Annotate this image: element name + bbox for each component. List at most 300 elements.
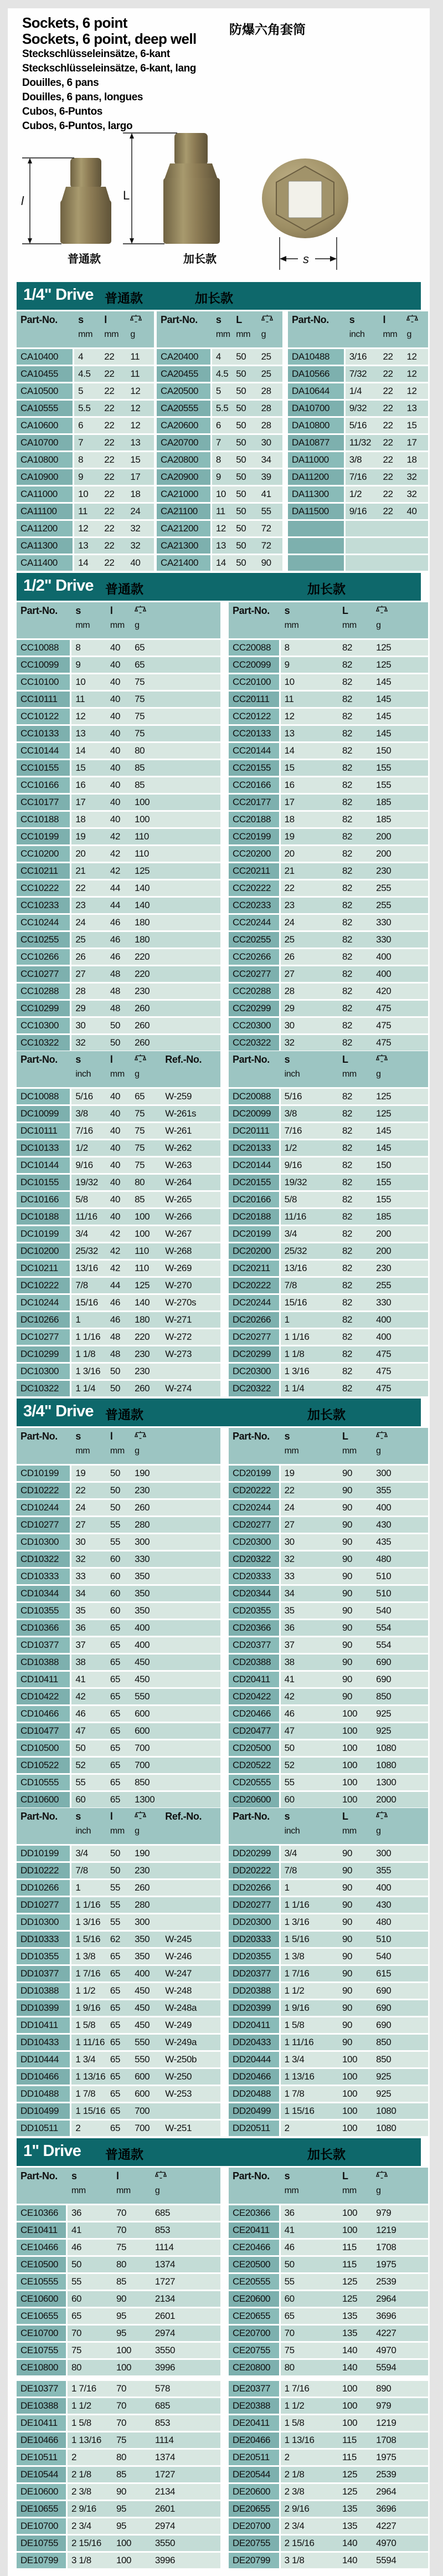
- part-no-cell: DA10800: [288, 418, 346, 433]
- value-cell: 46: [71, 1706, 106, 1722]
- value-cell: 15/16: [71, 1295, 106, 1310]
- table-row: [229, 726, 428, 741]
- table-row: [229, 1500, 428, 1515]
- value-cell: 27: [71, 1517, 106, 1533]
- column-label: s: [284, 1431, 290, 1442]
- value-cell: 10: [281, 674, 338, 690]
- value-cell: 100: [338, 2415, 372, 2431]
- value-cell: 125: [338, 2484, 372, 2500]
- value-cell: 1 3/16: [71, 1364, 106, 1379]
- value-cell: 355: [372, 1483, 428, 1498]
- value-cell: 30: [281, 1534, 338, 1550]
- value-cell: 100: [338, 2398, 372, 2414]
- value-cell: 450: [131, 2017, 161, 2033]
- part-no-cell: DC20133: [229, 1140, 281, 1156]
- table-row: [17, 1949, 220, 1964]
- value-cell: 10: [212, 486, 232, 502]
- value-cell: 400: [372, 966, 428, 982]
- value-cell: 853: [151, 2415, 220, 2431]
- caption-standard: 普通款: [68, 253, 101, 265]
- table-row: [229, 1346, 428, 1362]
- column-label: l: [110, 1811, 113, 1822]
- column-header: [229, 1428, 281, 1464]
- table-row: [17, 2518, 220, 2534]
- part-no-cell: DC10188: [17, 1209, 71, 1225]
- column-unit: [233, 1826, 281, 1836]
- value-cell: 75: [131, 709, 220, 724]
- value-cell: 11/32: [346, 435, 379, 450]
- value-cell: 1 1/2: [281, 2398, 338, 2414]
- table-row: [17, 966, 220, 982]
- value-cell: 33: [71, 1569, 106, 1584]
- value-cell: 55: [106, 1914, 131, 1930]
- page-title-deep-well: Sockets, 6 point, deep well: [22, 30, 197, 47]
- value-cell: 1374: [151, 2450, 220, 2465]
- value-cell: 50: [232, 521, 257, 536]
- column-header: [338, 1808, 372, 1844]
- value-cell: 150: [372, 743, 428, 759]
- value-cell: 22: [100, 435, 126, 450]
- dim-label-s: s: [303, 252, 309, 266]
- table-row: [17, 366, 154, 382]
- value-cell: 90: [338, 1620, 372, 1636]
- value-cell: 450: [131, 2000, 161, 2016]
- table-row: [229, 2086, 428, 2102]
- part-no-cell: DD20222: [229, 1863, 281, 1878]
- value-cell: 50: [106, 1364, 131, 1379]
- column-unit: [233, 2186, 281, 2196]
- drive-section: [17, 1399, 421, 2135]
- table-row: [17, 915, 220, 930]
- value-cell: 75: [112, 2240, 151, 2255]
- value-cell: 28: [257, 383, 282, 399]
- table-row: [288, 383, 428, 399]
- table-row: [17, 1620, 220, 1636]
- table-row: [288, 401, 428, 416]
- value-cell: 11: [212, 504, 232, 519]
- value-cell: 100: [338, 1775, 372, 1790]
- drive-section: [17, 573, 421, 1395]
- part-no-cell: DC20322: [229, 1381, 281, 1396]
- value-cell: 12: [403, 383, 428, 399]
- part-no-cell: DD10411: [17, 2017, 71, 2033]
- value-cell: 40: [106, 777, 131, 793]
- column-label: Part-No.: [20, 605, 58, 616]
- table-row: [17, 1966, 220, 1981]
- table-row: [17, 2536, 220, 2551]
- value-cell: 7/8: [71, 1278, 106, 1293]
- value-cell: 18: [126, 486, 154, 502]
- value-cell: 95: [112, 2518, 151, 2534]
- value-cell: 3550: [151, 2343, 220, 2358]
- table-row: [229, 1123, 428, 1139]
- part-no-cell: DC20111: [229, 1123, 281, 1139]
- column-label: L: [236, 314, 242, 325]
- value-cell: [379, 521, 403, 536]
- value-cell: 90: [338, 1483, 372, 1498]
- value-cell: 925: [372, 2069, 428, 2085]
- value-cell: 1: [71, 1880, 106, 1896]
- column-label: Part-No.: [233, 1431, 270, 1442]
- value-cell: 90: [338, 1880, 372, 1896]
- table-row: [17, 486, 154, 502]
- value-cell: 9: [212, 469, 232, 485]
- parts-table: [229, 601, 428, 1052]
- value-cell: 1 7/16: [281, 2381, 338, 2396]
- value-cell: 35: [71, 1603, 106, 1619]
- column-label: s: [284, 1054, 290, 1065]
- value-cell: [379, 538, 403, 554]
- table-row: [17, 1586, 220, 1601]
- column-unit: [233, 621, 281, 631]
- value-cell: 125: [338, 2467, 372, 2482]
- part-no-cell: DE20388: [229, 2398, 281, 2414]
- part-no-cell: CE20600: [229, 2291, 281, 2307]
- value-cell: 70: [112, 2222, 151, 2238]
- part-no-cell: CA20555: [157, 401, 212, 416]
- part-no-cell: CD20422: [229, 1689, 281, 1704]
- table-row: [229, 2121, 428, 2136]
- weight-icon: [376, 1054, 388, 1063]
- value-cell: 330: [131, 1551, 220, 1567]
- column-header: [151, 2168, 220, 2204]
- value-cell: 95: [112, 2308, 151, 2324]
- part-no-cell: CC20166: [229, 777, 281, 793]
- table-row: [288, 435, 428, 450]
- value-cell: 22: [100, 401, 126, 416]
- value-cell: [161, 1880, 220, 1896]
- column-unit: mm: [110, 1826, 125, 1836]
- header-row: [229, 602, 428, 638]
- value-cell: 90: [112, 2291, 151, 2307]
- part-no-cell: DC20277: [229, 1329, 281, 1345]
- value-cell: [403, 538, 428, 554]
- part-no-cell: CC10177: [17, 795, 71, 810]
- value-cell: 40: [106, 760, 131, 776]
- value-cell: 90: [338, 2017, 372, 2033]
- value-cell: 90: [338, 1586, 372, 1601]
- value-cell: 22: [100, 486, 126, 502]
- value-cell: 85: [112, 2274, 151, 2290]
- value-cell: [161, 1846, 220, 1861]
- value-cell: 32: [126, 538, 154, 554]
- table-row: [17, 1723, 220, 1739]
- value-cell: 32: [403, 469, 428, 485]
- value-cell: 550: [131, 2035, 161, 2050]
- value-cell: 70: [112, 2398, 151, 2414]
- table-row: [17, 2035, 220, 2050]
- value-cell: 36: [71, 1620, 106, 1636]
- value-cell: 22: [100, 504, 126, 519]
- value-cell: 82: [338, 760, 372, 776]
- column-header: [161, 1051, 220, 1087]
- column-header: [229, 2168, 281, 2204]
- part-no-cell: DE20755: [229, 2536, 281, 2551]
- part-no-cell: CC20277: [229, 966, 281, 982]
- value-cell: 40: [106, 812, 131, 827]
- value-cell: 22: [100, 538, 126, 554]
- value-cell: 24: [281, 1500, 338, 1515]
- value-cell: 72: [257, 538, 282, 554]
- value-cell: 22: [281, 880, 338, 896]
- part-no-cell: CD20411: [229, 1672, 281, 1687]
- part-no-cell: CC20211: [229, 863, 281, 879]
- value-cell: 155: [372, 1175, 428, 1190]
- value-cell: 39: [257, 469, 282, 485]
- column-unit: mm: [110, 621, 125, 630]
- value-cell: 65: [106, 1983, 131, 1999]
- value-cell: 690: [372, 1983, 428, 1999]
- empty-row: [288, 521, 428, 536]
- part-no-cell: CD10466: [17, 1706, 71, 1722]
- value-cell: 145: [372, 674, 428, 690]
- socket-face-image: [262, 158, 348, 238]
- part-no-cell: CC10288: [17, 984, 71, 999]
- subtitle-es-2: Cubos, 6-Puntos, largo: [22, 120, 133, 132]
- part-no-cell: DC10088: [17, 1089, 71, 1104]
- socket-standard-image: [60, 158, 111, 244]
- value-cell: 979: [372, 2205, 428, 2221]
- part-no-cell: CC20244: [229, 915, 281, 930]
- table-row: [17, 2326, 220, 2341]
- value-cell: 33: [281, 1569, 338, 1584]
- value-cell: 30: [71, 1534, 106, 1550]
- column-label: s: [349, 314, 355, 325]
- value-cell: 41: [71, 1672, 106, 1687]
- table-row: [17, 2553, 220, 2568]
- value-cell: 230: [131, 1483, 220, 1498]
- part-no-cell: DE20411: [229, 2415, 281, 2431]
- part-no-cell: CC20233: [229, 898, 281, 913]
- table-row: [229, 743, 428, 759]
- value-cell: 22: [379, 486, 403, 502]
- value-cell: 82: [338, 1001, 372, 1016]
- value-cell: 475: [372, 1381, 428, 1396]
- column-header: [106, 1428, 131, 1464]
- header-row: [229, 2168, 428, 2204]
- table-row: [229, 1018, 428, 1033]
- table-row: [288, 504, 428, 519]
- value-cell: 9/16: [346, 504, 379, 519]
- part-no-cell: CE10600: [17, 2291, 68, 2307]
- table-row: [17, 2086, 220, 2102]
- value-cell: 82: [338, 880, 372, 896]
- part-no-cell: DC20211: [229, 1261, 281, 1276]
- value-cell: 1 11/16: [281, 2035, 338, 2050]
- part-no-cell: DE10799: [17, 2553, 68, 2568]
- value-cell: 75: [281, 2343, 338, 2358]
- value-cell: 40: [106, 692, 131, 707]
- value-cell: 300: [372, 1466, 428, 1481]
- value-cell: 22: [100, 469, 126, 485]
- value-cell: 1727: [151, 2274, 220, 2290]
- value-cell: 32: [281, 1035, 338, 1051]
- column-label: [135, 1811, 161, 1823]
- table-row: [17, 726, 220, 741]
- value-cell: 135: [338, 2326, 372, 2341]
- part-no-cell: DD10199: [17, 1846, 71, 1861]
- value-cell: 850: [372, 2035, 428, 2050]
- value-cell: 82: [338, 1158, 372, 1173]
- value-cell: 22: [71, 1483, 106, 1498]
- value-cell: 2539: [372, 2274, 428, 2290]
- value-cell: 50: [232, 435, 257, 450]
- value-cell: 135: [338, 2308, 372, 2324]
- value-cell: 480: [372, 1551, 428, 1567]
- column-label: [135, 1054, 161, 1066]
- value-cell: 82: [338, 692, 372, 707]
- value-cell: W-245: [161, 1932, 220, 1947]
- column-unit: inch: [75, 1069, 91, 1079]
- value-cell: W-274: [161, 1381, 220, 1396]
- value-cell: 480: [372, 1914, 428, 1930]
- value-cell: 1 1/16: [71, 1329, 106, 1345]
- weight-icon: [135, 1054, 146, 1063]
- part-no-cell: CD20333: [229, 1569, 281, 1584]
- value-cell: 82: [338, 829, 372, 844]
- column-header: [17, 1051, 71, 1087]
- value-cell: 52: [71, 1758, 106, 1773]
- value-cell: 300: [131, 1534, 220, 1550]
- header-row: [17, 2168, 220, 2204]
- part-no-cell: CE10800: [17, 2360, 68, 2375]
- column-label: [130, 314, 154, 326]
- value-cell: 400: [372, 949, 428, 965]
- value-cell: 26: [71, 949, 106, 965]
- value-cell: 50: [232, 349, 257, 365]
- column-label: s: [75, 1054, 81, 1065]
- value-cell: 17: [403, 435, 428, 450]
- table-row: [229, 1243, 428, 1259]
- value-cell: W-248a: [161, 2000, 220, 2016]
- table-row: [157, 452, 282, 468]
- table-row: [17, 2501, 220, 2517]
- table-row: [229, 1586, 428, 1601]
- table-row: [17, 932, 220, 948]
- value-cell: 100: [131, 795, 220, 810]
- value-cell: 82: [338, 1123, 372, 1139]
- value-cell: 5594: [372, 2360, 428, 2375]
- table-row: [17, 1483, 220, 1498]
- value-cell: 22: [100, 418, 126, 433]
- parts-table: [229, 1806, 428, 2138]
- column-label: Part-No.: [233, 605, 270, 616]
- value-cell: 100: [338, 2381, 372, 2396]
- table-row: [229, 1140, 428, 1156]
- part-no-cell: CC10122: [17, 709, 71, 724]
- value-cell: 42: [106, 829, 131, 844]
- value-cell: 82: [338, 932, 372, 948]
- part-no-cell: DA10877: [288, 435, 346, 450]
- value-cell: 280: [131, 1897, 161, 1913]
- value-cell: 11: [126, 349, 154, 365]
- value-cell: 40: [106, 795, 131, 810]
- part-no-cell: DC10244: [17, 1295, 71, 1310]
- table-row: [229, 1517, 428, 1533]
- column-unit: g: [154, 2186, 160, 2195]
- value-cell: 82: [338, 795, 372, 810]
- part-no-cell: CE20500: [229, 2257, 281, 2272]
- value-cell: 2 9/16: [68, 2501, 112, 2517]
- value-cell: 65: [281, 2308, 338, 2324]
- value-cell: 28: [257, 418, 282, 433]
- part-no-cell: CA11300: [17, 538, 74, 554]
- table-row: [229, 1295, 428, 1310]
- subtitle-es-1: Cubos, 6-Puntos: [22, 106, 102, 117]
- table-row: [229, 2222, 428, 2238]
- header-row: [229, 1808, 428, 1844]
- value-cell: 22: [379, 366, 403, 382]
- value-cell: 90: [338, 1949, 372, 1964]
- column-header: [17, 1428, 71, 1464]
- table-row: [17, 1517, 220, 1533]
- value-cell: 2 9/16: [281, 2501, 338, 2517]
- column-header: [338, 602, 372, 638]
- value-cell: 82: [338, 984, 372, 999]
- column-header: [71, 602, 106, 638]
- value-cell: 80: [131, 1175, 161, 1190]
- value-cell: 600: [131, 1706, 220, 1722]
- column-unit: mm: [342, 2186, 357, 2195]
- part-no-cell: DC10277: [17, 1329, 71, 1345]
- value-cell: 185: [372, 795, 428, 810]
- value-cell: 70: [68, 2326, 112, 2341]
- value-cell: 40: [126, 555, 154, 571]
- value-cell: 125: [338, 2291, 372, 2307]
- value-cell: 55: [106, 1517, 131, 1533]
- part-no-cell: CE20466: [229, 2240, 281, 2255]
- value-cell: 1 1/2: [71, 1983, 106, 1999]
- value-cell: 180: [131, 1312, 161, 1328]
- table-row: [229, 1381, 428, 1396]
- value-cell: 155: [372, 760, 428, 776]
- value-cell: 50: [106, 1483, 131, 1498]
- value-cell: 25: [257, 366, 282, 382]
- value-cell: 24: [126, 504, 154, 519]
- value-cell: 15/16: [281, 1295, 338, 1310]
- value-cell: 82: [338, 1295, 372, 1310]
- value-cell: 125: [131, 1278, 161, 1293]
- part-no-cell: DD20355: [229, 1949, 281, 1964]
- table-row: [229, 1949, 428, 1964]
- value-cell: 90: [338, 1672, 372, 1687]
- header-row: [17, 602, 220, 638]
- value-cell: 8: [212, 452, 232, 468]
- part-no-cell: CC10244: [17, 915, 71, 930]
- long-type-label: 加长款: [195, 291, 233, 305]
- table-row: [17, 1089, 220, 1104]
- table-row: [17, 2432, 220, 2448]
- column-label: l: [383, 314, 386, 325]
- value-cell: 3996: [151, 2360, 220, 2375]
- table-row: [17, 777, 220, 793]
- value-cell: 28: [71, 984, 106, 999]
- table-group: [17, 310, 421, 570]
- value-cell: 27: [281, 966, 338, 982]
- value-cell: 82: [338, 846, 372, 862]
- part-no-cell: CC10111: [17, 692, 71, 707]
- value-cell: [161, 1897, 220, 1913]
- value-cell: 100: [112, 2343, 151, 2358]
- column-label: [135, 1431, 220, 1443]
- value-cell: 42: [281, 1689, 338, 1704]
- value-cell: 925: [372, 2086, 428, 2102]
- value-cell: 2 1/8: [281, 2467, 338, 2482]
- value-cell: 40: [106, 640, 131, 655]
- part-no-cell: DD20277: [229, 1897, 281, 1913]
- table-row: [229, 1278, 428, 1293]
- value-cell: 50: [106, 1846, 131, 1861]
